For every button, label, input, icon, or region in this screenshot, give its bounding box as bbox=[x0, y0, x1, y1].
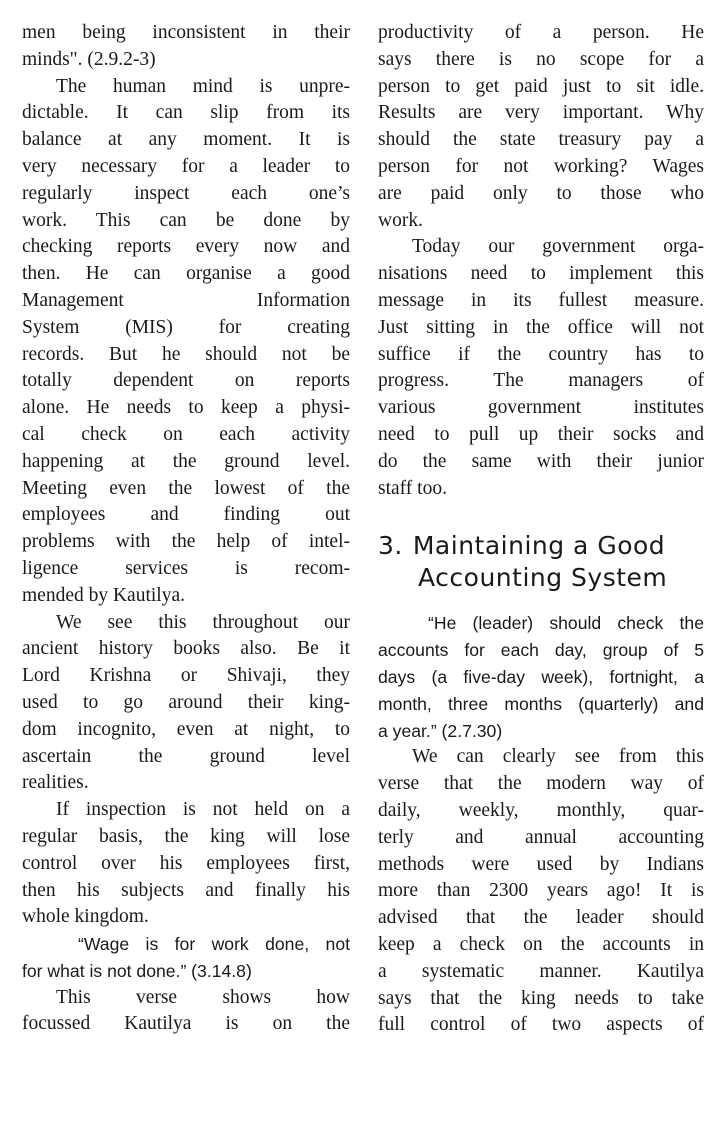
text-line: realities. bbox=[22, 772, 89, 794]
text-line: are paid only to those who bbox=[378, 182, 704, 204]
text-line: a systematic manner. Kautilya bbox=[378, 960, 704, 982]
text-line: System (MIS) for creating bbox=[22, 316, 350, 338]
text-line: more than 2300 years ago! It is bbox=[378, 880, 704, 902]
text-line: Management Information bbox=[22, 289, 350, 311]
quote-line: “Wage is for work done, not bbox=[78, 934, 350, 955]
text-line: various government institutes bbox=[378, 397, 704, 419]
text-line: whole kingdom. bbox=[22, 906, 149, 928]
text-line: methods were used by Indians bbox=[378, 853, 704, 875]
text-line: work. This can be done by bbox=[22, 209, 350, 231]
text-line: Just sitting in the office will not bbox=[378, 316, 704, 338]
text-line: control over his employees first, bbox=[22, 852, 350, 874]
text-line: do the same with their junior bbox=[378, 450, 704, 472]
text-line: balance at any moment. It is bbox=[22, 129, 350, 151]
text-line: Today our government orga- bbox=[412, 236, 704, 258]
section-heading-line-1 bbox=[378, 530, 704, 562]
quote-line: days (a five-day week), fortnight, a bbox=[378, 666, 704, 687]
section-title-part-2: Accounting System bbox=[418, 563, 668, 593]
quote-line: for what is not done.” (3.14.8) bbox=[22, 960, 252, 981]
text-line: minds". (2.9.2-3) bbox=[22, 48, 156, 70]
text-line: We see this throughout our bbox=[56, 611, 350, 633]
text-line: The human mind is unpre- bbox=[56, 75, 350, 97]
text-line: records. But he should not be bbox=[22, 343, 350, 365]
text-line: need to pull up their socks and bbox=[378, 423, 704, 445]
text-line: If inspection is not held on a bbox=[56, 799, 350, 821]
section-number: 3. bbox=[378, 531, 403, 561]
text-line: This verse shows how bbox=[56, 986, 350, 1008]
text-line: person to get paid just to sit idle. bbox=[378, 75, 704, 97]
text-line: men being inconsistent in their bbox=[22, 22, 350, 43]
text-line: Results are very important. Why bbox=[378, 102, 704, 124]
text-line: progress. The managers of bbox=[378, 370, 704, 392]
text-line: used to go around their king- bbox=[22, 691, 350, 713]
section-heading bbox=[378, 530, 704, 594]
text-line: then his subjects and finally his bbox=[22, 879, 350, 901]
text-line: daily, weekly, monthly, quar- bbox=[378, 799, 704, 821]
text-line: dom incognito, even at night, to bbox=[22, 718, 350, 740]
text-line: happening at the ground level. bbox=[22, 450, 350, 472]
text-line: person for not working? Wages bbox=[378, 155, 704, 177]
text-line: alone. He needs to keep a physi- bbox=[22, 397, 350, 419]
text-line: problems with the help of intel- bbox=[22, 531, 350, 553]
left-column bbox=[22, 20, 350, 1038]
text-line: totally dependent on reports bbox=[22, 370, 350, 392]
text-line: focussed Kautilya is on the bbox=[22, 1013, 350, 1035]
text-line: We can clearly see from this bbox=[412, 746, 704, 768]
text-line: work. bbox=[378, 209, 423, 231]
text-line: says there is no scope for a bbox=[378, 48, 704, 70]
text-line: cal check on each activity bbox=[22, 423, 350, 445]
text-line: ancient history books also. Be it bbox=[22, 638, 350, 660]
text-line: nisations need to implement this bbox=[378, 263, 704, 285]
quote-line: a year.” (2.7.30) bbox=[378, 720, 503, 741]
text-line: ligence services is recom- bbox=[22, 557, 350, 579]
text-line: then. He can organise a good bbox=[22, 263, 350, 285]
text-line: Meeting even the lowest of the bbox=[22, 477, 350, 499]
text-line: dictable. It can slip from its bbox=[22, 102, 350, 124]
text-line: should the state treasury pay a bbox=[378, 129, 704, 151]
text-line: suffice if the country has to bbox=[378, 343, 704, 365]
text-line: mended by Kautilya. bbox=[22, 584, 185, 606]
text-line: terly and annual accounting bbox=[378, 826, 704, 848]
section-title-part-1: Maintaining a Good bbox=[412, 531, 666, 561]
text-line: advised that the leader should bbox=[378, 907, 704, 929]
text-line: ascertain the ground level bbox=[22, 745, 350, 767]
right-column bbox=[378, 20, 704, 1039]
text-line: verse that the modern way of bbox=[378, 773, 704, 795]
text-line: very necessary for a leader to bbox=[22, 155, 350, 177]
text-line: Lord Krishna or Shivaji, they bbox=[22, 665, 350, 687]
text-line: employees and finding out bbox=[22, 504, 350, 526]
text-line: keep a check on the accounts in bbox=[378, 933, 704, 955]
text-line: regularly inspect each one’s bbox=[22, 182, 350, 204]
text-line: checking reports every now and bbox=[22, 236, 350, 258]
text-line: message in its fullest measure. bbox=[378, 289, 704, 311]
text-line: staff too. bbox=[378, 477, 447, 499]
quote-line: accounts for each day, group of 5 bbox=[378, 640, 704, 661]
text-line: regular basis, the king will lose bbox=[22, 825, 350, 847]
text-line: productivity of a person. He bbox=[378, 22, 704, 43]
text-line: full control of two aspects of bbox=[378, 1014, 704, 1036]
quote-line: month, three months (quarterly) and bbox=[378, 693, 704, 714]
quote-line: “He (leader) should check the bbox=[428, 613, 704, 634]
text-line: says that the king needs to take bbox=[378, 987, 704, 1009]
